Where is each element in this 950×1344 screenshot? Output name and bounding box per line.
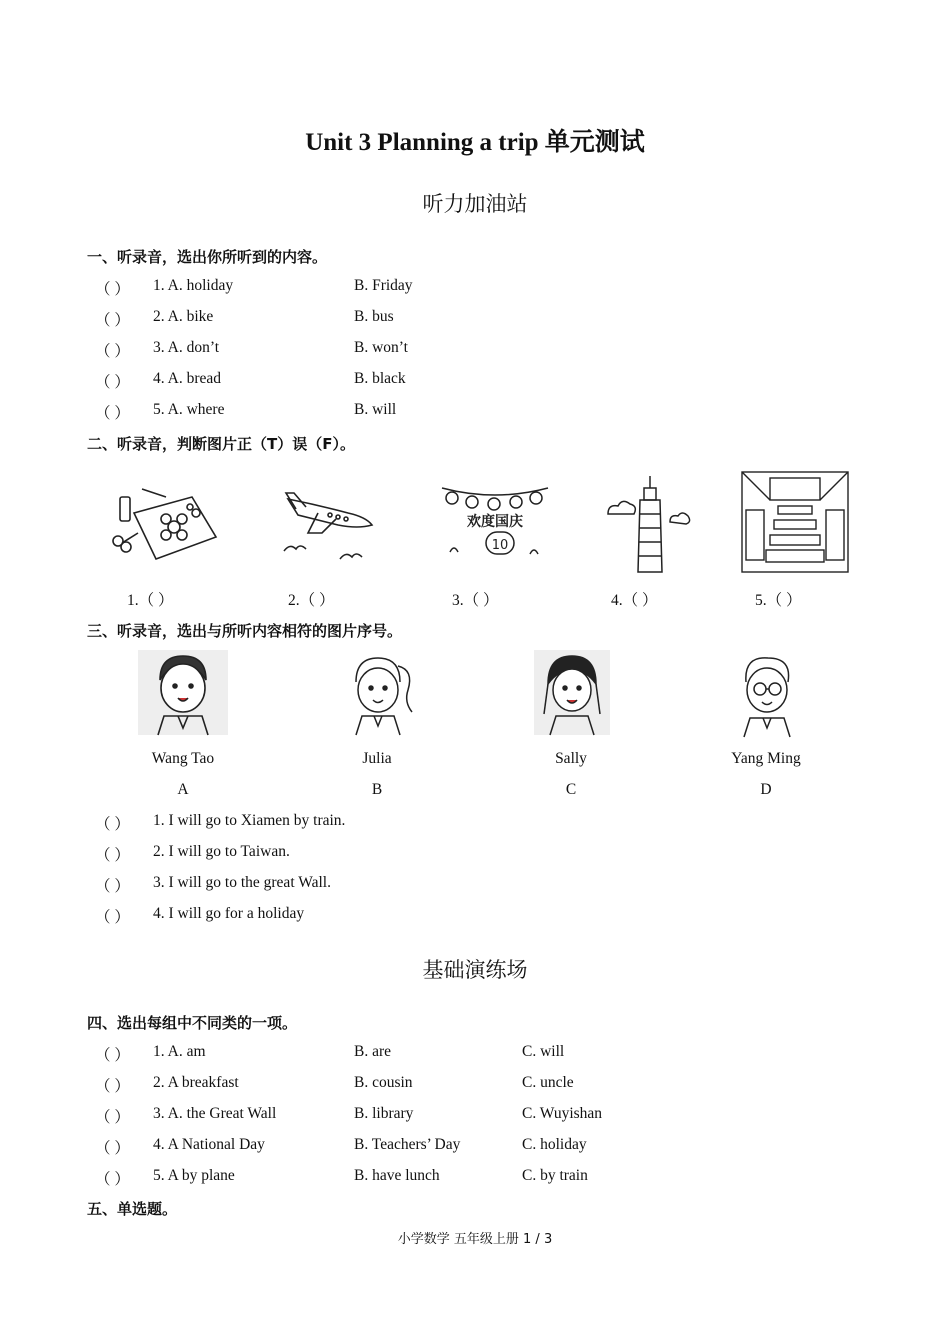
option-b: B. won’t: [354, 339, 408, 356]
wang-tao-portrait: [138, 650, 228, 735]
option-a: 3. A. don’t: [153, 339, 220, 356]
answer-paren: （ ）: [95, 1047, 130, 1064]
question-2-heading: 二、听录音，判断图片正（T）误（F）。: [87, 435, 355, 453]
option-c: C. holiday: [522, 1136, 587, 1153]
banner-text: 欢度国庆: [467, 514, 523, 530]
option-c: C. will: [522, 1043, 565, 1060]
option-a: 2. A breakfast: [153, 1074, 239, 1091]
tower-picture: [604, 474, 694, 574]
picture-number: 1.（ ）: [127, 592, 174, 609]
airplane-picture: [278, 485, 378, 565]
option-a: 2. A. bike: [153, 308, 214, 325]
badge-text: 10: [491, 538, 509, 553]
option-a: 5. A by plane: [153, 1167, 235, 1184]
person-letter: A: [177, 781, 189, 798]
answer-paren: （ ）: [95, 312, 130, 329]
answer-paren: （ ）: [95, 343, 130, 360]
answer-paren: （ ）: [95, 374, 130, 391]
person-name: Yang Ming: [731, 750, 801, 767]
option-b: B. are: [354, 1043, 392, 1060]
option-a: 4. A National Day: [153, 1136, 265, 1153]
option-c: C. uncle: [522, 1074, 574, 1091]
page-footer: 小学数学 五年级上册 1 / 3: [397, 1232, 553, 1247]
sentence: 2. I will go to Taiwan.: [153, 843, 290, 860]
option-b: B. library: [354, 1105, 414, 1122]
craft-picture: [104, 475, 224, 565]
option-c: C. Wuyishan: [522, 1105, 603, 1122]
option-b: B. will: [354, 401, 397, 418]
answer-paren: （ ）: [95, 1078, 130, 1095]
person-letter: B: [371, 781, 383, 798]
option-b: B. have lunch: [354, 1167, 440, 1184]
julia-portrait: [338, 650, 418, 735]
question-3-heading: 三、听录音，选出与所听内容相符的图片序号。: [87, 622, 403, 640]
yang-ming-portrait: [728, 652, 806, 737]
section-title-listening: 听力加油站: [422, 192, 528, 216]
question-4-heading: 四、选出每组中不同类的一项。: [87, 1014, 298, 1032]
option-a: 1. A. holiday: [153, 277, 234, 294]
sentence: 4. I will go for a holiday: [153, 905, 305, 922]
picture-number: 2.（ ）: [288, 592, 335, 609]
option-b: B. cousin: [354, 1074, 413, 1091]
option-b: B. black: [354, 370, 406, 387]
answer-paren: （ ）: [95, 816, 130, 833]
person-letter: D: [760, 781, 772, 798]
question-1-heading: 一、听录音，选出你所听到的内容。: [87, 248, 328, 266]
option-b: B. Teachers’ Day: [354, 1136, 461, 1153]
option-a: 4. A. bread: [153, 370, 222, 387]
option-a: 3. A. the Great Wall: [153, 1105, 277, 1122]
person-name: Wang Tao: [151, 750, 215, 767]
sentence: 3. I will go to the great Wall.: [153, 874, 331, 891]
section-title-basics: 基础演练场: [422, 958, 528, 982]
sally-portrait: [534, 650, 610, 735]
picture-number: 4.（ ）: [611, 592, 658, 609]
answer-paren: （ ）: [95, 878, 130, 895]
national-day-picture: [440, 480, 550, 565]
sentence: 1. I will go to Xiamen by train.: [153, 812, 346, 829]
answer-paren: （ ）: [95, 405, 130, 422]
option-a: 1. A. am: [153, 1043, 206, 1060]
answer-paren: （ ）: [95, 281, 130, 298]
person-name: Sally: [555, 750, 587, 767]
page-title: Unit 3 Planning a trip 单元测试: [305, 129, 645, 156]
answer-paren: （ ）: [95, 847, 130, 864]
option-c: C. by train: [522, 1167, 588, 1184]
person-name: Julia: [362, 750, 392, 767]
answer-paren: （ ）: [95, 1109, 130, 1126]
classroom-picture: [740, 470, 850, 575]
option-b: B. bus: [354, 308, 394, 325]
answer-paren: （ ）: [95, 1171, 130, 1188]
question-5-heading: 五、单选题。: [87, 1200, 178, 1218]
picture-number: 3.（ ）: [452, 592, 499, 609]
person-letter: C: [565, 781, 577, 798]
option-a: 5. A. where: [153, 401, 225, 418]
answer-paren: （ ）: [95, 1140, 130, 1157]
picture-number: 5.（ ）: [755, 592, 802, 609]
option-b: B. Friday: [354, 277, 413, 294]
answer-paren: （ ）: [95, 909, 130, 926]
